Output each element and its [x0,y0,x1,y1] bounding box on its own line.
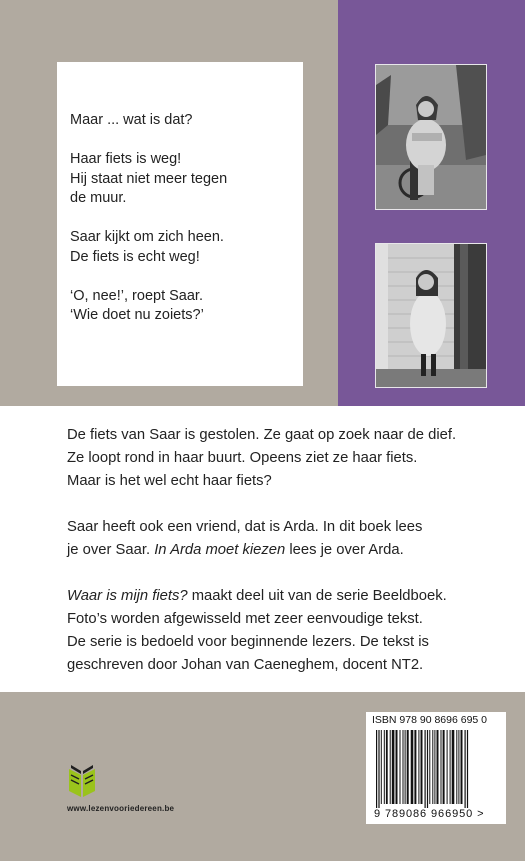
blurb-line: Maar is het wel echt haar fiets? [67,473,272,489]
blurb-line: Foto’s worden afgewisseld met zeer eenvoudige tekst. [67,611,423,627]
barcode-bar [381,730,382,804]
barcode-digits: 9 789086 966950 > [374,808,485,820]
photo-bicycle-image [376,65,486,209]
barcode-bar [447,730,448,804]
excerpt-line: ‘O, nee!’, roept Saar. [70,287,203,304]
barcode-bar [396,730,398,804]
barcode-bar [467,730,468,808]
barcode-bar [427,730,428,808]
barcode-bar [405,730,406,804]
barcode-bar [432,730,433,804]
excerpt-line: De fiets is echt weg! [70,248,200,265]
barcode-bar [456,730,457,804]
blurb-line: maakt deel uit van de serie Beeldboek. [187,588,447,604]
barcode-bar [400,730,401,804]
excerpt-line: Maar ... wat is dat? [70,112,193,128]
barcode-bar [465,730,466,808]
barcode-bar [411,730,414,804]
barcode-bar [403,730,404,804]
blurb-line: geschreven door Johan van Caeneghem, docent NT2. [67,657,424,673]
barcode-bar [390,730,391,804]
photo-woman-on-bicycle [375,64,487,210]
barcode-bar [418,730,419,804]
barcode-bar [421,730,423,804]
photo-woman-by-wall [375,243,487,388]
barcode-bar [450,730,451,804]
photo-wall-image [376,244,486,387]
blurb-paragraph-3 [67,585,525,677]
blurb-line: lees je over Arda. [285,542,404,558]
barcode-bar [378,730,379,808]
barcode-bar [443,730,445,804]
barcode-bar [437,730,439,804]
excerpt-paragraph-2 [70,150,303,209]
blurb-paragraph-2 [67,516,525,562]
barcode-bar [458,730,459,804]
barcode-bar [434,730,435,804]
excerpt-paragraph-1 [70,111,303,131]
blurb-line: Saar heeft ook een vriend, dat is Arda. In dit boek lees [67,519,423,535]
barcode-bar [425,730,426,808]
barcode-graphic [372,730,500,808]
barcode-bar [384,730,385,804]
barcode-bar [461,730,463,804]
book-leaf-logo-icon [67,763,97,799]
barcode-bar [392,730,395,804]
excerpt-line: Saar kijkt om zich heen. [70,229,224,245]
excerpt-page [57,62,303,386]
barcode-bar [441,730,442,804]
barcode-bar [429,730,430,804]
publisher-url[interactable]: www.lezenvooriedereen.be [67,804,175,813]
excerpt-line: de muur. [70,190,127,206]
blurb-line: je over Saar. [67,542,155,558]
barcode-bar [414,730,416,804]
isbn-label: ISBN 978 90 8696 695 0 [372,714,488,726]
blurb-paragraph-1 [67,424,525,493]
blurb-line: Ze loopt rond in haar buurt. Opeens ziet ze haar fiets. [67,450,418,466]
excerpt-paragraph-4 [70,287,303,326]
back-cover-blurb [0,406,525,692]
excerpt-paragraph-3 [70,228,303,267]
excerpt-line: ‘Wie doet nu zoiets?’ [70,307,204,323]
book-title-arda: In Arda moet kiezen [154,542,286,558]
barcode-bar [386,730,388,804]
barcode-bar [407,730,409,804]
excerpt-line: Hij staat niet meer tegen [70,170,228,187]
book-title-saar: Waar is mijn fiets? [67,588,188,604]
blurb-line: De serie is bedoeld voor beginnende lezers. De tekst is [67,634,429,650]
barcode-bar [452,730,455,804]
barcode-bar [376,730,377,808]
blurb-line: De fiets van Saar is gestolen. Ze gaat op zoek naar de dief. [67,427,457,443]
excerpt-line: Haar fiets is weg! [70,151,182,167]
